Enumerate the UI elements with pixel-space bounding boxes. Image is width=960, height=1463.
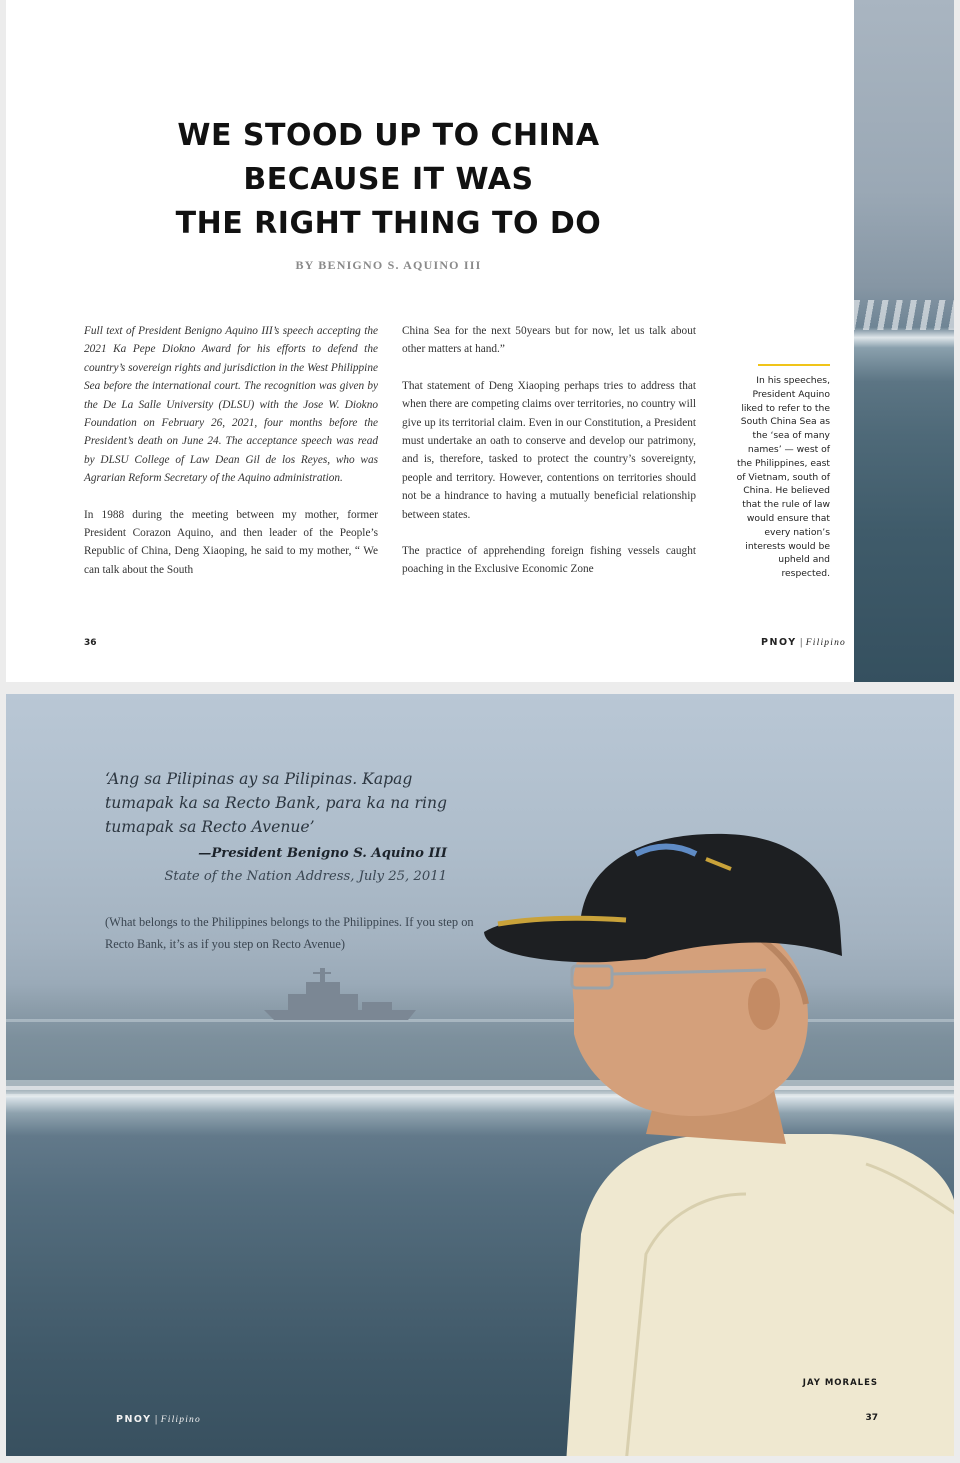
pull-quote: ‘Ang sa Pilipinas ay sa Pilipinas. Kapag tumapak ka sa Recto Bank, para ka na ring tumapak sa Recto Avenue’ <box>105 770 447 836</box>
body-paragraph-1: In 1988 during the meeting between my mother, former President Corazon Aquino, and then leader of the People’s Republic of China, Deng Xiaoping, he said to my mother, “ We can talk about the South <box>84 508 378 576</box>
body-paragraph-2: China Sea for the next 50years but for now, let us talk about other matters at hand.” <box>402 325 696 356</box>
footer-publication: Filipino <box>805 638 846 648</box>
photo-credit: JAY MORALES <box>802 1378 878 1388</box>
body-paragraph-4: The practice of apprehending foreign fishing vessels caught poaching in the Exclusive Economic Zone <box>402 545 696 576</box>
running-footer <box>722 637 846 648</box>
body-paragraph-3: That statement of Deng Xiaoping perhaps tries to address that when there are competing claims over territories, no country will give up its territorial claim. Even in our Constitution, a President must undertake an oath to conserve and develop our patrimony, and is, therefore, tasked to protect the country’s sovereignty, people and territory. However, contentions on territories should not be a hindrance to having a mutually beneficial relationship between states. <box>402 379 696 521</box>
sidenote-accent-rule <box>758 364 830 366</box>
footer-separator: | <box>799 637 803 648</box>
quote-translation: (What belongs to the Philippines belongs to the Philippines. If you step on Recto Bank, it’s as if you step on Recto Avenue) <box>105 915 474 951</box>
text-column-1 <box>84 322 378 597</box>
footer-brand: PNOY <box>116 1414 152 1425</box>
page-number: 36 <box>84 638 97 648</box>
page-number: 37 <box>865 1413 878 1423</box>
attribution-occasion: State of the Nation Address, July 25, 2011 <box>164 869 447 884</box>
footer-publication: Filipino <box>160 1415 201 1425</box>
intro-paragraph: Full text of President Benigno Aquino III’s speech accepting the 2021 Ka Pepe Diokno Award for his efforts to defend the country’s sovereign rights and jurisdiction in the West Philippine Sea before the international court. The recognition was given by the De La Salle University (DLSU) with the Jose W. Diokno Foundation on February 26, 2021, four months before the President’s death on June 24. The acceptance speech was read by DLSU College of Law Dean Gil de los Reyes, who was Agrarian Reform Secretary of the Aquino administration. <box>84 325 378 485</box>
quote-attribution <box>105 842 447 888</box>
article-title <box>86 114 691 246</box>
title-line-1: WE STOOD UP TO CHINA <box>177 118 600 153</box>
title-line-2: BECAUSE IT WAS <box>243 162 534 197</box>
title-line-3: THE RIGHT THING TO DO <box>175 206 602 241</box>
magazine-page-37 <box>6 694 954 1456</box>
sidenote: In his speeches, President Aquino liked to refer to the South China Sea as the ‘sea of many names’ — west of the Philippines, east of Vietnam, south of China. He believed that the rule of law would ensure that every nation’s interests would be upheld and respected. <box>736 375 830 580</box>
sea-photo-strip <box>854 0 954 682</box>
running-footer <box>116 1414 201 1425</box>
text-column-2 <box>402 322 696 597</box>
footer-separator: | <box>154 1414 158 1425</box>
magazine-page-36 <box>6 0 954 682</box>
byline: BY BENIGNO S. AQUINO III <box>295 258 482 272</box>
page-37-text <box>6 694 954 1456</box>
attribution-name: —President Benigno S. Aquino III <box>198 846 447 861</box>
footer-brand: PNOY <box>761 637 797 648</box>
